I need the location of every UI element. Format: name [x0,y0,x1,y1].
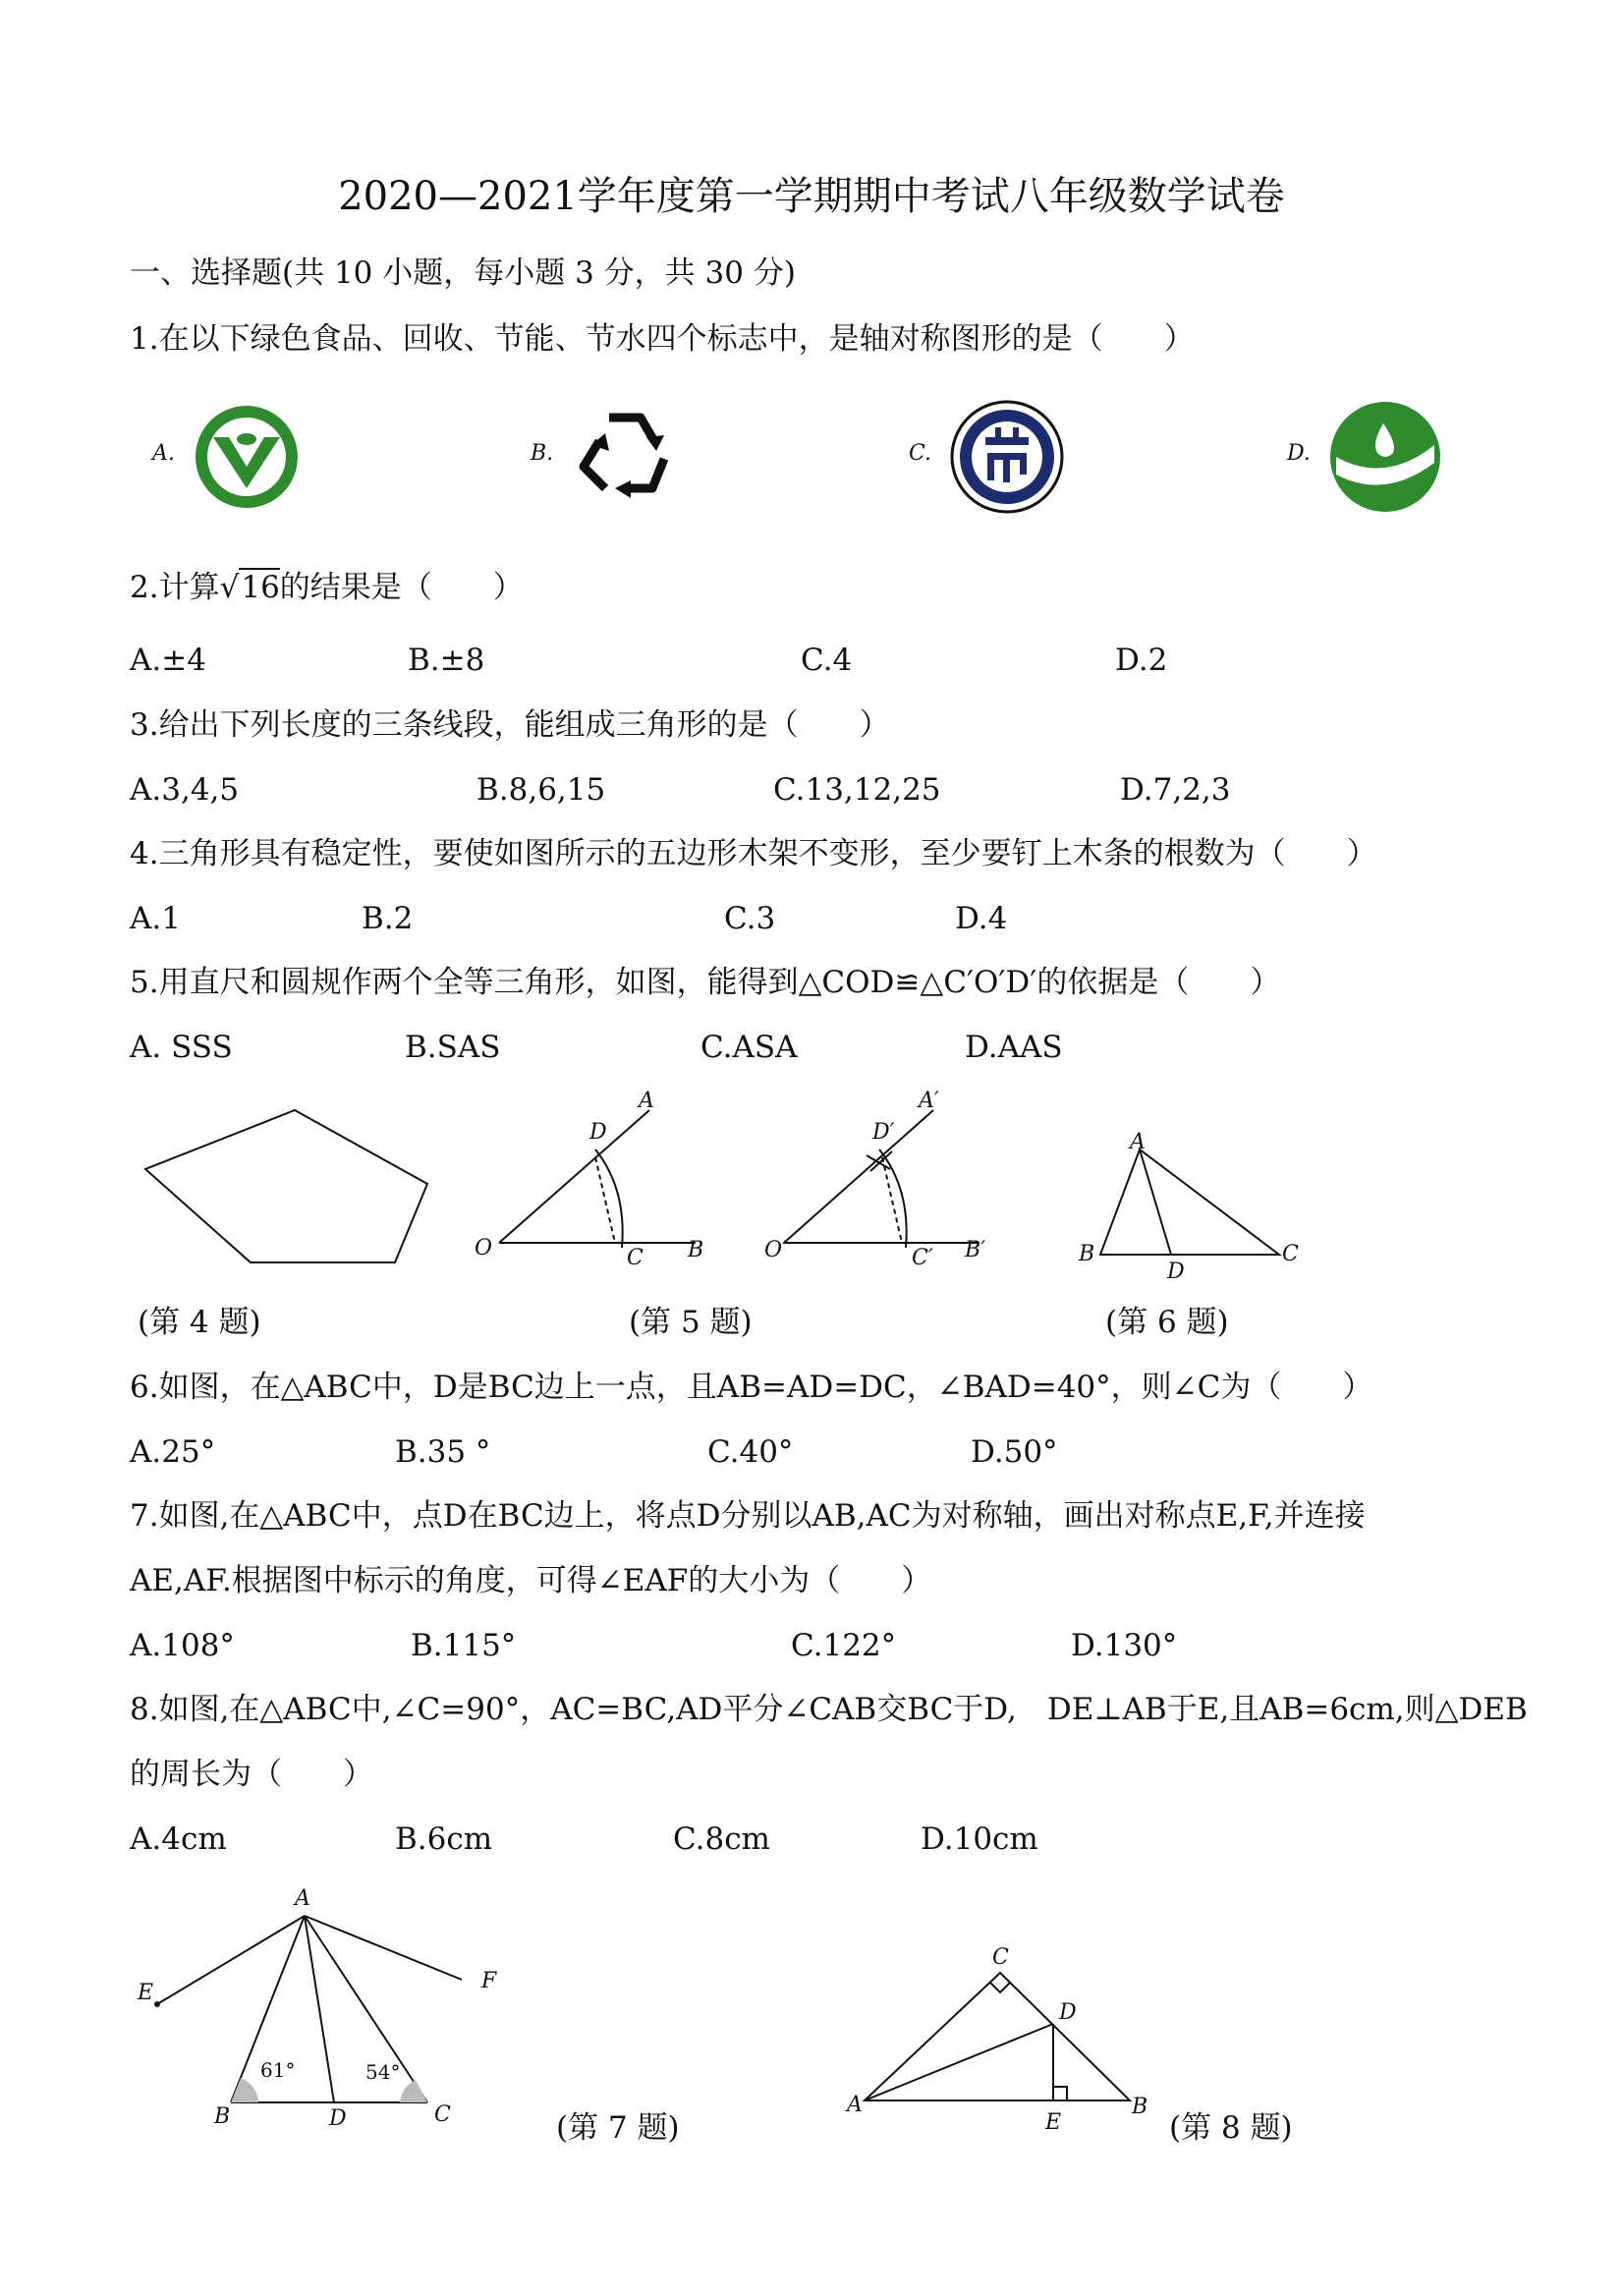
point-label: D [1167,1260,1185,1284]
energy-saving-logo-icon [948,398,1066,516]
point-label: A [847,2093,863,2117]
q7-option-b[interactable]: B.115° [411,1628,517,1663]
q8-option-b[interactable]: B.6cm [395,1821,493,1857]
q1-option-b[interactable] [531,398,698,516]
point-label: O [475,1236,493,1260]
q7-option-d[interactable]: D.130° [1071,1628,1178,1663]
option-label: A. [152,441,175,466]
q8-option-a[interactable]: A.4cm [130,1821,227,1857]
point-label: F [481,1969,497,1993]
question-4: 4.三角形具有稳定性，要使如图所示的五边形木架不变形，至少要钉上木条的根数为（ ） [130,836,1377,871]
point-label: D [589,1120,607,1145]
point-label: C [434,2102,451,2127]
q3-option-d[interactable]: D.7,2,3 [1120,772,1231,808]
point-label: C [1282,1242,1299,1266]
point-label: D [1059,2000,1077,2025]
green-food-logo-icon [192,398,309,516]
question-8-line-1: 8.如图,在△ABC中,∠C=90°，AC=BC,AD平分∠CAB交BC于D, DE⊥AB于E,且AB=6cm,则△DEB [130,1692,1528,1727]
caption-figure-8: (第 8 题) [1169,2110,1293,2146]
q4-option-c[interactable]: C.3 [724,901,776,936]
q2-prefix: 2.计算 [130,570,220,605]
q1-option-c[interactable] [909,398,1076,516]
q2-option-a[interactable]: A.±4 [130,643,206,678]
figure-5-left [470,1091,764,1287]
recycle-icon [570,398,688,516]
question-7-line-1: 7.如图,在△ABC中，点D在BC边上，将点D分别以AB,AC为对称轴，画出对称点E,F,并连接 [130,1498,1366,1534]
point-label: C [992,1945,1009,1970]
question-8-line-2: 的周长为（ ） [130,1757,373,1792]
q5-option-d[interactable]: D.AAS [965,1030,1063,1065]
square-root-expression: √16 [219,570,280,605]
caption-figure-6: (第 6 题) [1105,1305,1229,1340]
exam-title: 2020—2021学年度第一学期期中考试八年级数学试卷 [338,174,1285,219]
q6-option-a[interactable]: A.25° [130,1434,216,1470]
question-5: 5.用直尺和圆规作两个全等三角形，如图，能得到△COD≌△C′O′D′的依据是（ ） [130,965,1281,1000]
figure-4-pentagon [138,1105,452,1292]
point-label: B′ [965,1238,986,1262]
q4-option-b[interactable]: B.2 [362,901,414,936]
figure-5-right [756,1091,1051,1287]
q1-option-a[interactable] [152,398,319,516]
q8-option-c[interactable]: C.8cm [673,1821,770,1857]
q5-option-b[interactable]: B.SAS [405,1030,501,1065]
option-label: C. [909,441,932,466]
q6-option-d[interactable]: D.50° [971,1434,1058,1470]
caption-figure-7: (第 7 题) [556,2110,680,2146]
q7-option-c[interactable]: C.122° [791,1628,897,1663]
q6-option-b[interactable]: B.35 ° [395,1434,491,1470]
question-2 [130,568,524,607]
point-label: B [214,2104,231,2129]
point-label: O′ [764,1238,788,1262]
q8-option-d[interactable]: D.10cm [921,1821,1038,1857]
point-label: E [1045,2110,1062,2135]
q2-suffix: 的结果是（ ） [279,570,524,605]
point-label: C [627,1246,644,1270]
caption-figure-4: (第 4 题) [138,1305,261,1340]
q3-option-b[interactable]: B.8,6,15 [476,772,606,808]
point-label: B [1079,1242,1095,1266]
point-label: A [295,1886,310,1911]
point-label: C′ [912,1246,933,1270]
question-1: 1.在以下绿色食品、回收、节能、节水四个标志中，是轴对称图形的是（ ） [130,321,1195,357]
figure-6-triangle [1091,1140,1307,1287]
question-6: 6.如图，在△ABC中，D是BC边上一点，且AB=AD=DC，∠BAD=40°，则∠C为（ ） [130,1370,1373,1405]
q2-option-c[interactable]: C.4 [801,643,853,678]
point-label: A [1130,1130,1146,1154]
question-3: 3.给出下列长度的三条线段，能组成三角形的是（ ） [130,707,890,743]
water-saving-logo-icon [1326,398,1444,516]
point-label: D′ [872,1120,895,1145]
point-label: A [639,1089,654,1113]
point-label: B [1132,2095,1148,2119]
option-label: D. [1287,441,1311,466]
q3-option-a[interactable]: A.3,4,5 [130,772,240,808]
point-label: A′ [919,1089,939,1113]
question-7-line-2: AE,AF.根据图中标示的角度，可得∠EAF的大小为（ ） [130,1563,932,1598]
point-label: E [138,1981,154,2005]
point-label: D [329,2106,347,2131]
angle-label: 54° [365,2060,401,2084]
q3-option-c[interactable]: C.13,12,25 [773,772,941,808]
q6-option-c[interactable]: C.40° [707,1434,794,1470]
point-label: B [688,1238,704,1262]
q2-option-b[interactable]: B.±8 [408,643,485,678]
q7-option-a[interactable]: A.108° [130,1628,235,1663]
section-heading: 一、选择题(共 10 小题，每小题 3 分，共 30 分) [130,255,796,291]
q5-option-a[interactable]: A. SSS [130,1030,233,1065]
radicand: 16 [241,570,280,605]
figure-8-right-triangle [845,1945,1159,2142]
angle-label: 61° [260,2058,296,2082]
q4-option-a[interactable]: A.1 [130,901,181,936]
q2-option-d[interactable]: D.2 [1115,643,1168,678]
q5-option-c[interactable]: C.ASA [700,1030,798,1065]
figure-7-triangle [138,1896,511,2122]
q4-option-d[interactable]: D.4 [955,901,1008,936]
caption-figure-5: (第 5 题) [629,1305,753,1340]
q1-option-d[interactable] [1287,398,1454,516]
option-label: B. [531,441,554,466]
